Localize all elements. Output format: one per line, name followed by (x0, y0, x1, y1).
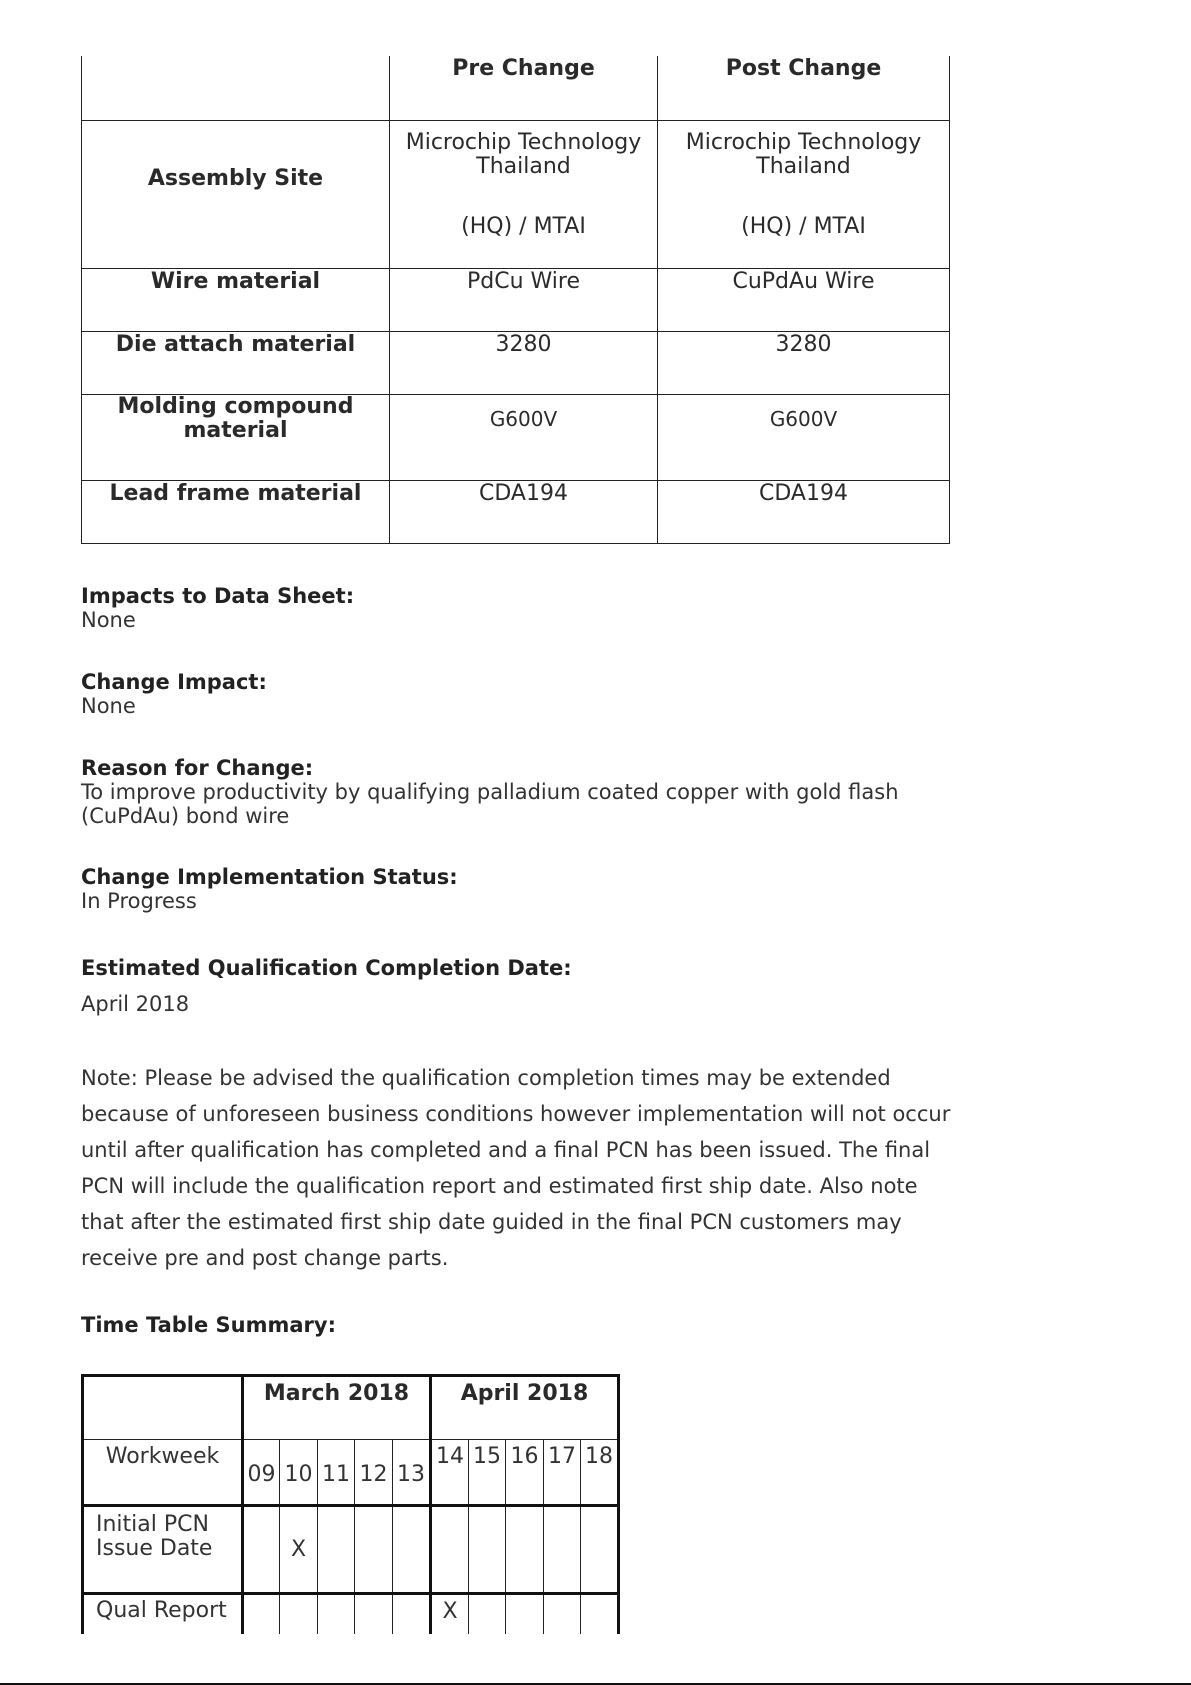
lead-frame-post: CDA194 (658, 480, 950, 543)
week-12: 12 (355, 1440, 393, 1506)
die-attach-label: Die attach material (82, 331, 390, 394)
row-lead-frame (82, 480, 950, 543)
timetable-workweek-row (83, 1440, 619, 1506)
qual-report-mark (544, 1594, 581, 1634)
assembly-site-pre-line1: Microchip Technology (405, 129, 642, 155)
workweek-label: Workweek (83, 1440, 243, 1506)
header-empty (82, 56, 390, 120)
header-pre-change: Pre Change (390, 56, 658, 120)
week-18: 18 (581, 1440, 619, 1506)
comparison-table (81, 56, 950, 544)
initial-pcn-mark: X (280, 1506, 318, 1594)
note-line: that after the estimated first ship date guided in the final PCN customers may (81, 1210, 902, 1234)
change-impact-value: None (81, 694, 136, 718)
qual-report-mark (581, 1594, 619, 1634)
timetable-month-row (83, 1376, 619, 1440)
month-march: March 2018 (243, 1376, 431, 1440)
row-die-attach (82, 331, 950, 394)
eqcd-section (81, 956, 572, 1016)
molding-compound-label-line2: material (183, 417, 288, 443)
reason-line1: To improve productivity by qualifying palladium coated copper with gold flash (81, 780, 899, 804)
note-line: until after qualification has completed and a final PCN has been issued. The final (81, 1138, 931, 1162)
initial-pcn-mark (544, 1506, 581, 1594)
reason-line2: (CuPdAu) bond wire (81, 804, 290, 828)
wire-material-label: Wire material (82, 268, 390, 331)
timetable-title: Time Table Summary: (81, 1313, 336, 1337)
qual-report-mark (506, 1594, 544, 1634)
timetable (81, 1374, 620, 1634)
status-title: Change Implementation Status: (81, 865, 458, 889)
week-09: 09 (243, 1440, 280, 1506)
week-10: 10 (280, 1440, 318, 1506)
assembly-site-label: Assembly Site (82, 120, 390, 268)
row-assembly-site (82, 120, 950, 268)
qual-report-mark (318, 1594, 355, 1634)
lead-frame-label: Lead frame material (82, 480, 390, 543)
initial-pcn-mark (318, 1506, 355, 1594)
qual-report-label: Qual Report (83, 1594, 243, 1634)
initial-pcn-mark (506, 1506, 544, 1594)
change-impact-title: Change Impact: (81, 670, 267, 694)
initial-pcn-label-line1: Initial PCN (96, 1512, 209, 1537)
assembly-site-pre-line2: Thailand (476, 153, 571, 179)
wire-material-post: CuPdAu Wire (658, 268, 950, 331)
week-15: 15 (469, 1440, 506, 1506)
qual-report-mark (280, 1594, 318, 1634)
reason-section (81, 756, 899, 828)
reason-title: Reason for Change: (81, 756, 314, 780)
initial-pcn-mark (431, 1506, 469, 1594)
initial-pcn-mark (355, 1506, 393, 1594)
initial-pcn-mark (393, 1506, 431, 1594)
timetable-corner (83, 1376, 243, 1440)
week-17: 17 (544, 1440, 581, 1506)
assembly-site-post-line2: Thailand (756, 153, 851, 179)
assembly-site-post-line1: Microchip Technology (685, 129, 922, 155)
month-april: April 2018 (431, 1376, 619, 1440)
qual-report-mark (393, 1594, 431, 1634)
qual-report-mark (243, 1594, 280, 1634)
assembly-site-pre (390, 120, 658, 268)
initial-pcn-label-line2: Issue Date (96, 1536, 213, 1561)
initial-pcn-mark (469, 1506, 506, 1594)
note-line: PCN will include the qualification report and estimated first ship date. Also note (81, 1174, 918, 1198)
week-14: 14 (431, 1440, 469, 1506)
note-line: because of unforeseen business conditions however implementation will not occur (81, 1102, 951, 1126)
assembly-site-post (658, 120, 950, 268)
row-molding-compound (82, 394, 950, 480)
assembly-site-pre-line3: (HQ) / MTAI (461, 213, 586, 239)
eqcd-value: April 2018 (81, 992, 190, 1016)
lead-frame-pre: CDA194 (390, 480, 658, 543)
change-impact-section (81, 670, 267, 718)
initial-pcn-label (83, 1506, 243, 1594)
status-section (81, 865, 458, 913)
impacts-section (81, 584, 354, 632)
qual-report-mark (355, 1594, 393, 1634)
molding-compound-label (82, 394, 390, 480)
molding-compound-pre: G600V (390, 394, 658, 480)
qual-report-mark (469, 1594, 506, 1634)
assembly-site-post-line3: (HQ) / MTAI (741, 213, 866, 239)
impacts-value: None (81, 608, 136, 632)
qual-report-mark: X (431, 1594, 469, 1634)
impacts-title: Impacts to Data Sheet: (81, 584, 355, 608)
note-line: receive pre and post change parts. (81, 1246, 449, 1270)
comparison-header-row (82, 56, 950, 120)
status-value: In Progress (81, 889, 197, 913)
die-attach-post: 3280 (658, 331, 950, 394)
molding-compound-post: G600V (658, 394, 950, 480)
week-13: 13 (393, 1440, 431, 1506)
week-11: 11 (318, 1440, 355, 1506)
die-attach-pre: 3280 (390, 331, 658, 394)
timetable-row-initial-pcn (83, 1506, 619, 1594)
molding-compound-label-line1: Molding compound (117, 393, 354, 419)
eqcd-title: Estimated Qualification Completion Date: (81, 956, 572, 980)
timetable-row-qual-report (83, 1594, 619, 1634)
initial-pcn-mark (581, 1506, 619, 1594)
initial-pcn-mark (243, 1506, 280, 1594)
week-16: 16 (506, 1440, 544, 1506)
row-wire-material (82, 268, 950, 331)
qualification-note (81, 1060, 961, 1276)
note-line: Note: Please be advised the qualification completion times may be extended (81, 1066, 891, 1090)
header-post-change: Post Change (658, 56, 950, 120)
wire-material-pre: PdCu Wire (390, 268, 658, 331)
